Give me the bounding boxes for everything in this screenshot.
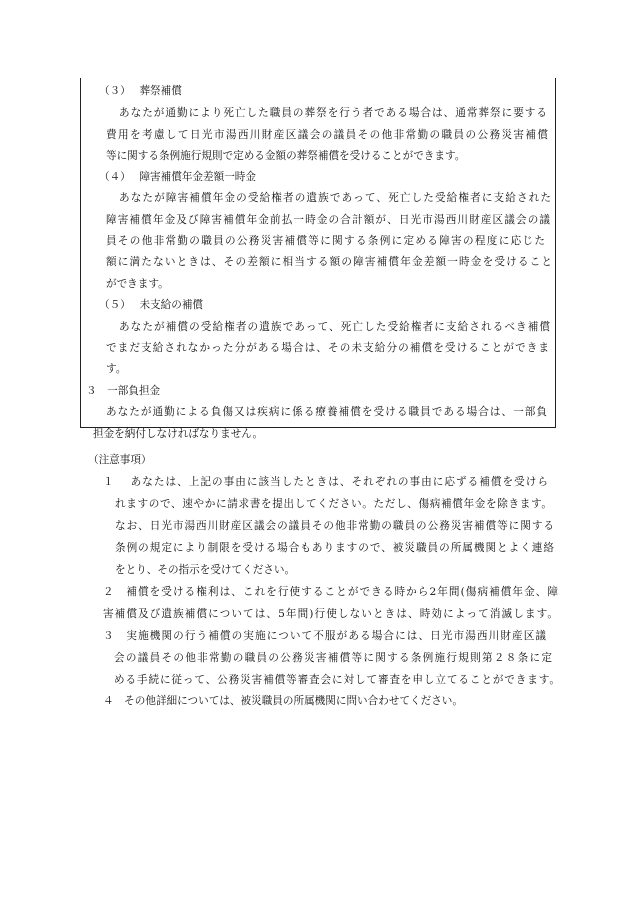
- section-3-heading: （３） 葬祭補償: [99, 85, 182, 97]
- section-4-line: あなたが障害補償年金の受給権者の遺族であって、死亡した受給権者に支給された: [119, 192, 551, 204]
- section-3-line: 費用を考慮して日光市湯西川財産区議会の議員その他非常勤の職員の公務災害補償: [106, 129, 548, 141]
- section-4-line: 員その他非常勤の職員の公務災害補償等に関する条例に定める障害の程度に応じた: [106, 235, 545, 247]
- section-5-line: あなたが補償の受給権者の遺族であって、死亡した受給権者に支給されるべき補償: [119, 321, 550, 333]
- notes-line: をとり、その指示を受けてください。: [115, 564, 296, 576]
- section-5-line: でまだ支給されなかった分がある場合は、その未支給分の補償を受けることができま: [106, 342, 549, 354]
- section-3-line: あなたが通勤により死亡した職員の葬祭を行う者である場合は、通常葬祭に要する: [119, 107, 547, 119]
- notes-line: 条例の規定により制限を受ける場合もありますので、被災職員の所属機関とよく連絡: [115, 542, 554, 554]
- notes-line: める手続に従って、公務災害補償等審査会に対して審査を申し立てることができます。: [114, 674, 560, 686]
- notes-line: れますので、速やかに請求書を提出してください。ただし、傷病補償年金を除きます。: [115, 498, 552, 510]
- section-4-heading: （４） 障害補償年金差額一時金: [99, 171, 256, 183]
- item-3-heading: ３ 一部負担金: [86, 385, 161, 397]
- notes-title: （注意事項）: [88, 454, 152, 466]
- notes-line: 害補償及び遺族補償については、5年間)行使しないときは、時効によって消滅します。: [103, 608, 558, 620]
- section-4-line: ができます。: [106, 278, 169, 290]
- item-3-line: あなたが通勤による負傷又は疾病に係る療養補償を受ける職員である場合は、一部負: [106, 406, 547, 418]
- notes-line: ４ その他詳細については、被災職員の所属機関に問い合わせてください。: [103, 695, 463, 707]
- section-5-line: す。: [106, 363, 127, 375]
- section-5-heading: （５） 未支給の補償: [99, 299, 204, 311]
- notes-line: ２ 補償を受ける権利は、これを行使することができる時から2年間(傷病補償年金、障: [103, 586, 558, 598]
- notes-line: ３ 実施機関の行う補償の実施について不服がある場合には、日光市湯西川財産区議: [103, 630, 546, 642]
- notes-line: １ あなたは、上記の事由に該当したときは、それぞれの事由に応ずる補償を受けら: [103, 476, 548, 488]
- notes-line: 会の議員その他非常勤の職員の公務災害補償等に関する条例施行規則第２８条に定: [114, 652, 552, 664]
- section-4-line: 障害補償年金及び障害補償年金前払一時金の合計額が、日光市湯西川財産区議会の議: [106, 214, 550, 226]
- section-3-line: 等に関する条例施行規則で定める金額の葬祭補償を受けることができます。: [106, 150, 466, 162]
- notes-line: なお、日光市湯西川財産区議会の議員その他非常勤の職員の公務災害補償等に関する: [115, 520, 554, 532]
- item-3-line: 担金を納付しなければなりません。: [93, 428, 264, 440]
- section-4-line: 額に満たないときは、その差額に相当する額の障害補償年金差額一時金を受けること: [106, 256, 552, 268]
